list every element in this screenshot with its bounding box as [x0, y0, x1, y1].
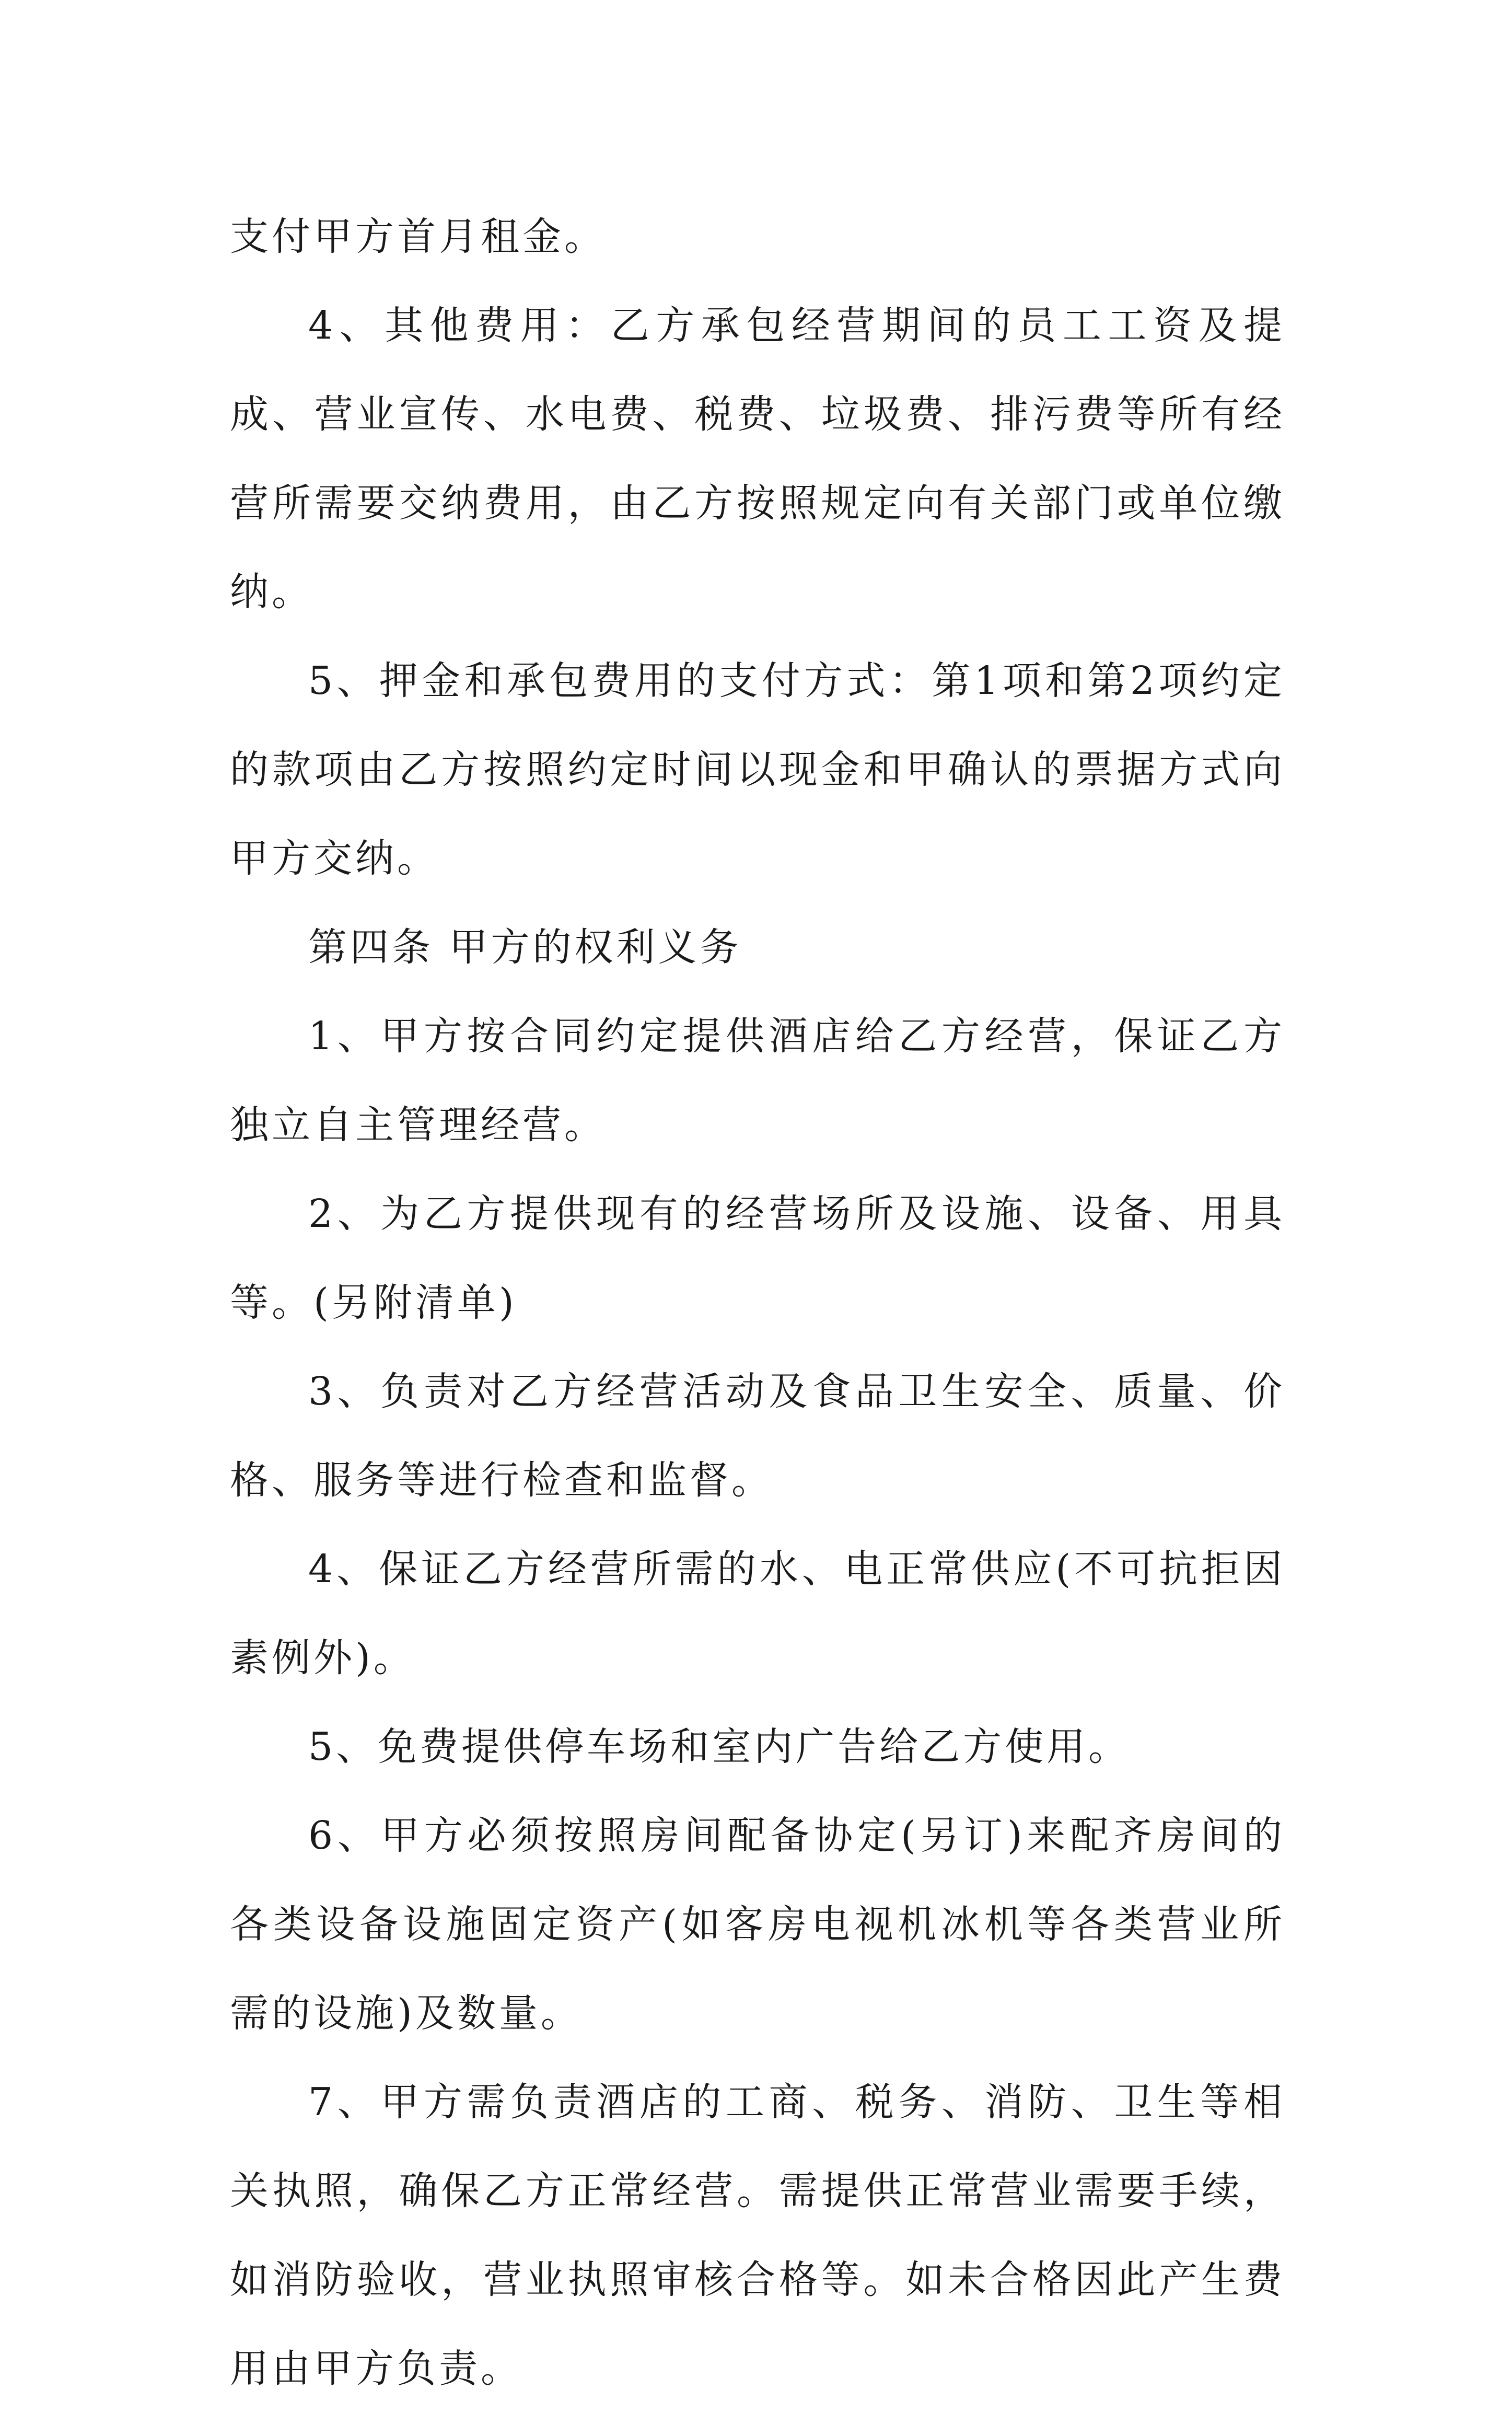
paragraph-clause-3: 3、负责对乙方经营活动及食品卫生安全、质量、价格、服务等进行检查和监督。 [230, 1369, 1285, 1503]
document-body [230, 192, 1285, 2413]
paragraph-clause-5: 5、免费提供停车场和室内广告给乙方使用。 [308, 1724, 1131, 1769]
paragraph-clause-6: 6、甲方必须按照房间配备协定(另订)来配齐房间的各类设备设施固定资产(如客房电视机冰机等各类营业所需的设施)及数量。 [230, 1813, 1285, 2036]
paragraph-clause-4: 4、保证乙方经营所需的水、电正常供应(不可抗拒因素例外)。 [230, 1547, 1285, 1680]
paragraph-other-fees: 4、其他费用：乙方承包经营期间的员工工资及提成、营业宣传、水电费、税费、垃圾费、排污费等所有经营所需要交纳费用，由乙方按照规定向有关部门或单位缴纳。 [230, 303, 1285, 614]
paragraph-payment-method: 5、押金和承包费用的支付方式：第1项和第2项约定的款项由乙方按照约定时间以现金和甲确认的票据方式向甲方交纳。 [230, 658, 1285, 881]
paragraph-clause-1: 1、甲方按合同约定提供酒店给乙方经营，保证乙方独立自主管理经营。 [230, 1014, 1285, 1147]
section-heading-article-4: 第四条 甲方的权利义务 [308, 925, 742, 970]
paragraph-continuation: 支付甲方首月租金。 [230, 214, 606, 259]
paragraph-clause-2: 2、为乙方提供现有的经营场所及设施、设备、用具等。(另附清单) [230, 1191, 1285, 1325]
paragraph-clause-7: 7、甲方需负责酒店的工商、税务、消防、卫生等相关执照，确保乙方正常经营。需提供正常营业需要手续，如消防验收，营业执照审核合格等。如未合格因此产生费用由甲方负责。 [230, 2080, 1285, 2391]
